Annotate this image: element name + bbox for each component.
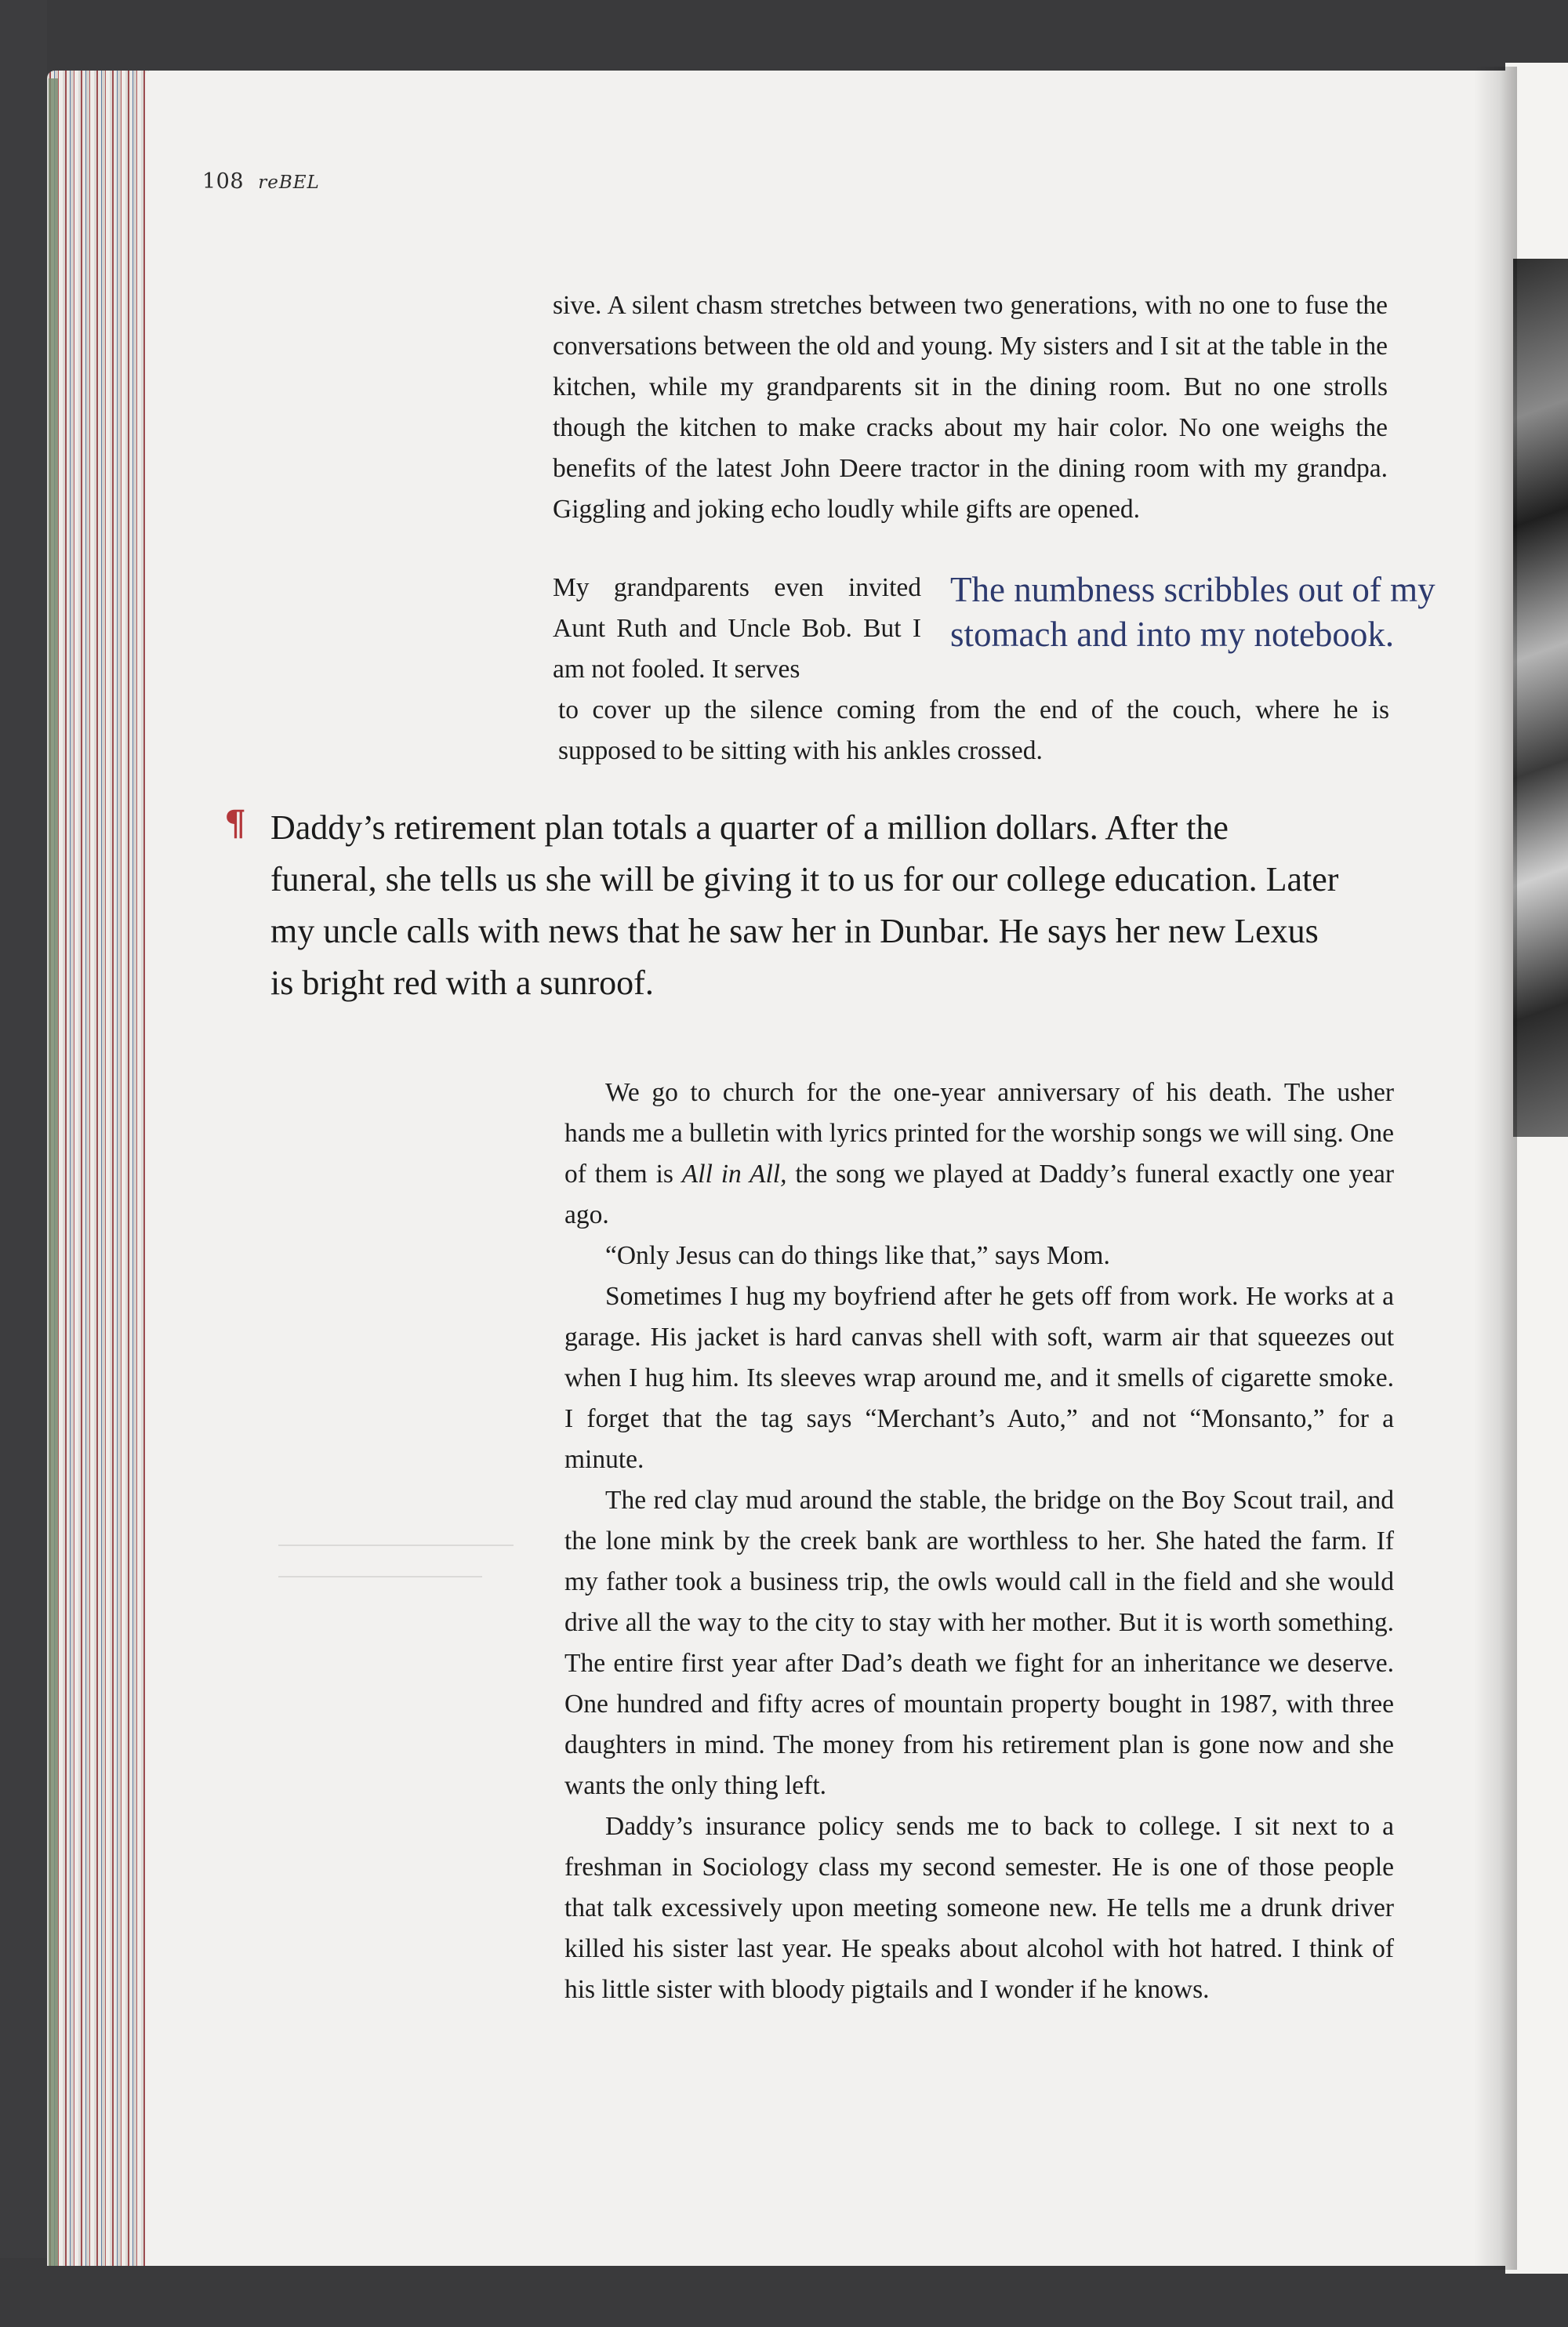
scanner-background-bottom [0, 2258, 1568, 2327]
pull-quote-line: stomach and into my notebook. [950, 615, 1395, 654]
pull-quote [950, 568, 1499, 657]
paragraph-text: We go to church for the one-year anniversary of his death. The usher hands me a bulletin with lyrics printed for the worship songs we will sing. One of them is [564, 1078, 1394, 1189]
feature-paragraph: Daddy’s retirement plan totals a quarter of a million dollars. After the funeral, she tells us she will be giving it to us for our college education. Later my uncle calls with news that he saw her in Dunbar. He says her new Lexus is bright red with a sunroof. [270, 808, 1339, 1002]
show-through-marginalia [278, 1537, 529, 1607]
paragraph: Daddy’s insurance policy sends me to back to college. I sit next to a freshman in Sociology class my second semester. He is one of those people that talk excessively upon meeting someone new. He tells me a drunk driver killed his sister last year. He speaks about alcohol with hot hatred. I think of his little sister with bloody pigtails and I wonder if he knows. [564, 1812, 1394, 2004]
running-head [202, 169, 320, 194]
paragraph-text: the song we played at Daddy’s funeral exactly one year ago. [564, 1160, 1394, 1229]
book-cover-edge [49, 78, 58, 2266]
text-block-opening [553, 285, 1388, 530]
paragraph: The red clay mud around the stable, the bridge on the Boy Scout trail, and the lone mink by the creek bank are worthless to her. She hated the farm. If my father took a business trip, the owls would call in the field and she would drive all the way to the city to stay with her mother. But it is worth something. The entire first year after Dad’s death we fight for an inheritance we deserve. One hundred and fifty acres of mountain property bought in 1987, with three daughters in mind. The money from his retirement plan is gone now and she wants the only thing left. [564, 1486, 1394, 1800]
paragraph: sive. A silent chasm stretches between two generations, with no one to fuse the conversations between the old and young. My sisters and I sit at the table in the kitchen, while my grandparents sit in the dining room. But no one strolls though the kitchen to make cracks about my hair color. No one weighs the benefits of the latest John Deere tractor in the dining room with my grandpa. Giggling and joking echo loudly while gifts are opened. [553, 291, 1388, 524]
paragraph-wrapped-text: My grandparents even invited Aunt Ruth and Uncle Bob. But I am not fooled. It serves [553, 573, 921, 684]
paragraph [564, 1073, 1394, 1236]
paragraph: “Only Jesus can do things like that,” says Mom. [605, 1241, 1110, 1270]
paragraph-continuation: to cover up the silence coming from the end of the couch, where he is supposed to be sitting with his ankles crossed. [558, 695, 1389, 765]
paragraph: Sometimes I hug my boyfriend after he gets off from work. He works at a garage. His jacket is hard canvas shell with soft, warm air that squeezes out when I hug him. Its sleeves wrap around me, and it smells of cigarette smoke. I forget that the tag says “Merchant’s Auto,” and not “Monsanto,” for a minute. [564, 1282, 1394, 1474]
song-title: All in All, [681, 1160, 787, 1189]
facing-page-photo [1509, 259, 1568, 1137]
pullquote-row [553, 568, 1494, 701]
publication-title: reBEL [258, 172, 320, 193]
text-block-main [564, 1073, 1394, 2010]
pilcrow-icon: ¶ [224, 804, 246, 844]
spine-shadow [1474, 67, 1517, 2270]
pull-quote-line: The numbness scribbles out of my [950, 570, 1436, 609]
scanner-background-left [0, 0, 47, 2327]
page-number: 108 [202, 169, 245, 194]
scanner-background-top [0, 0, 1568, 74]
